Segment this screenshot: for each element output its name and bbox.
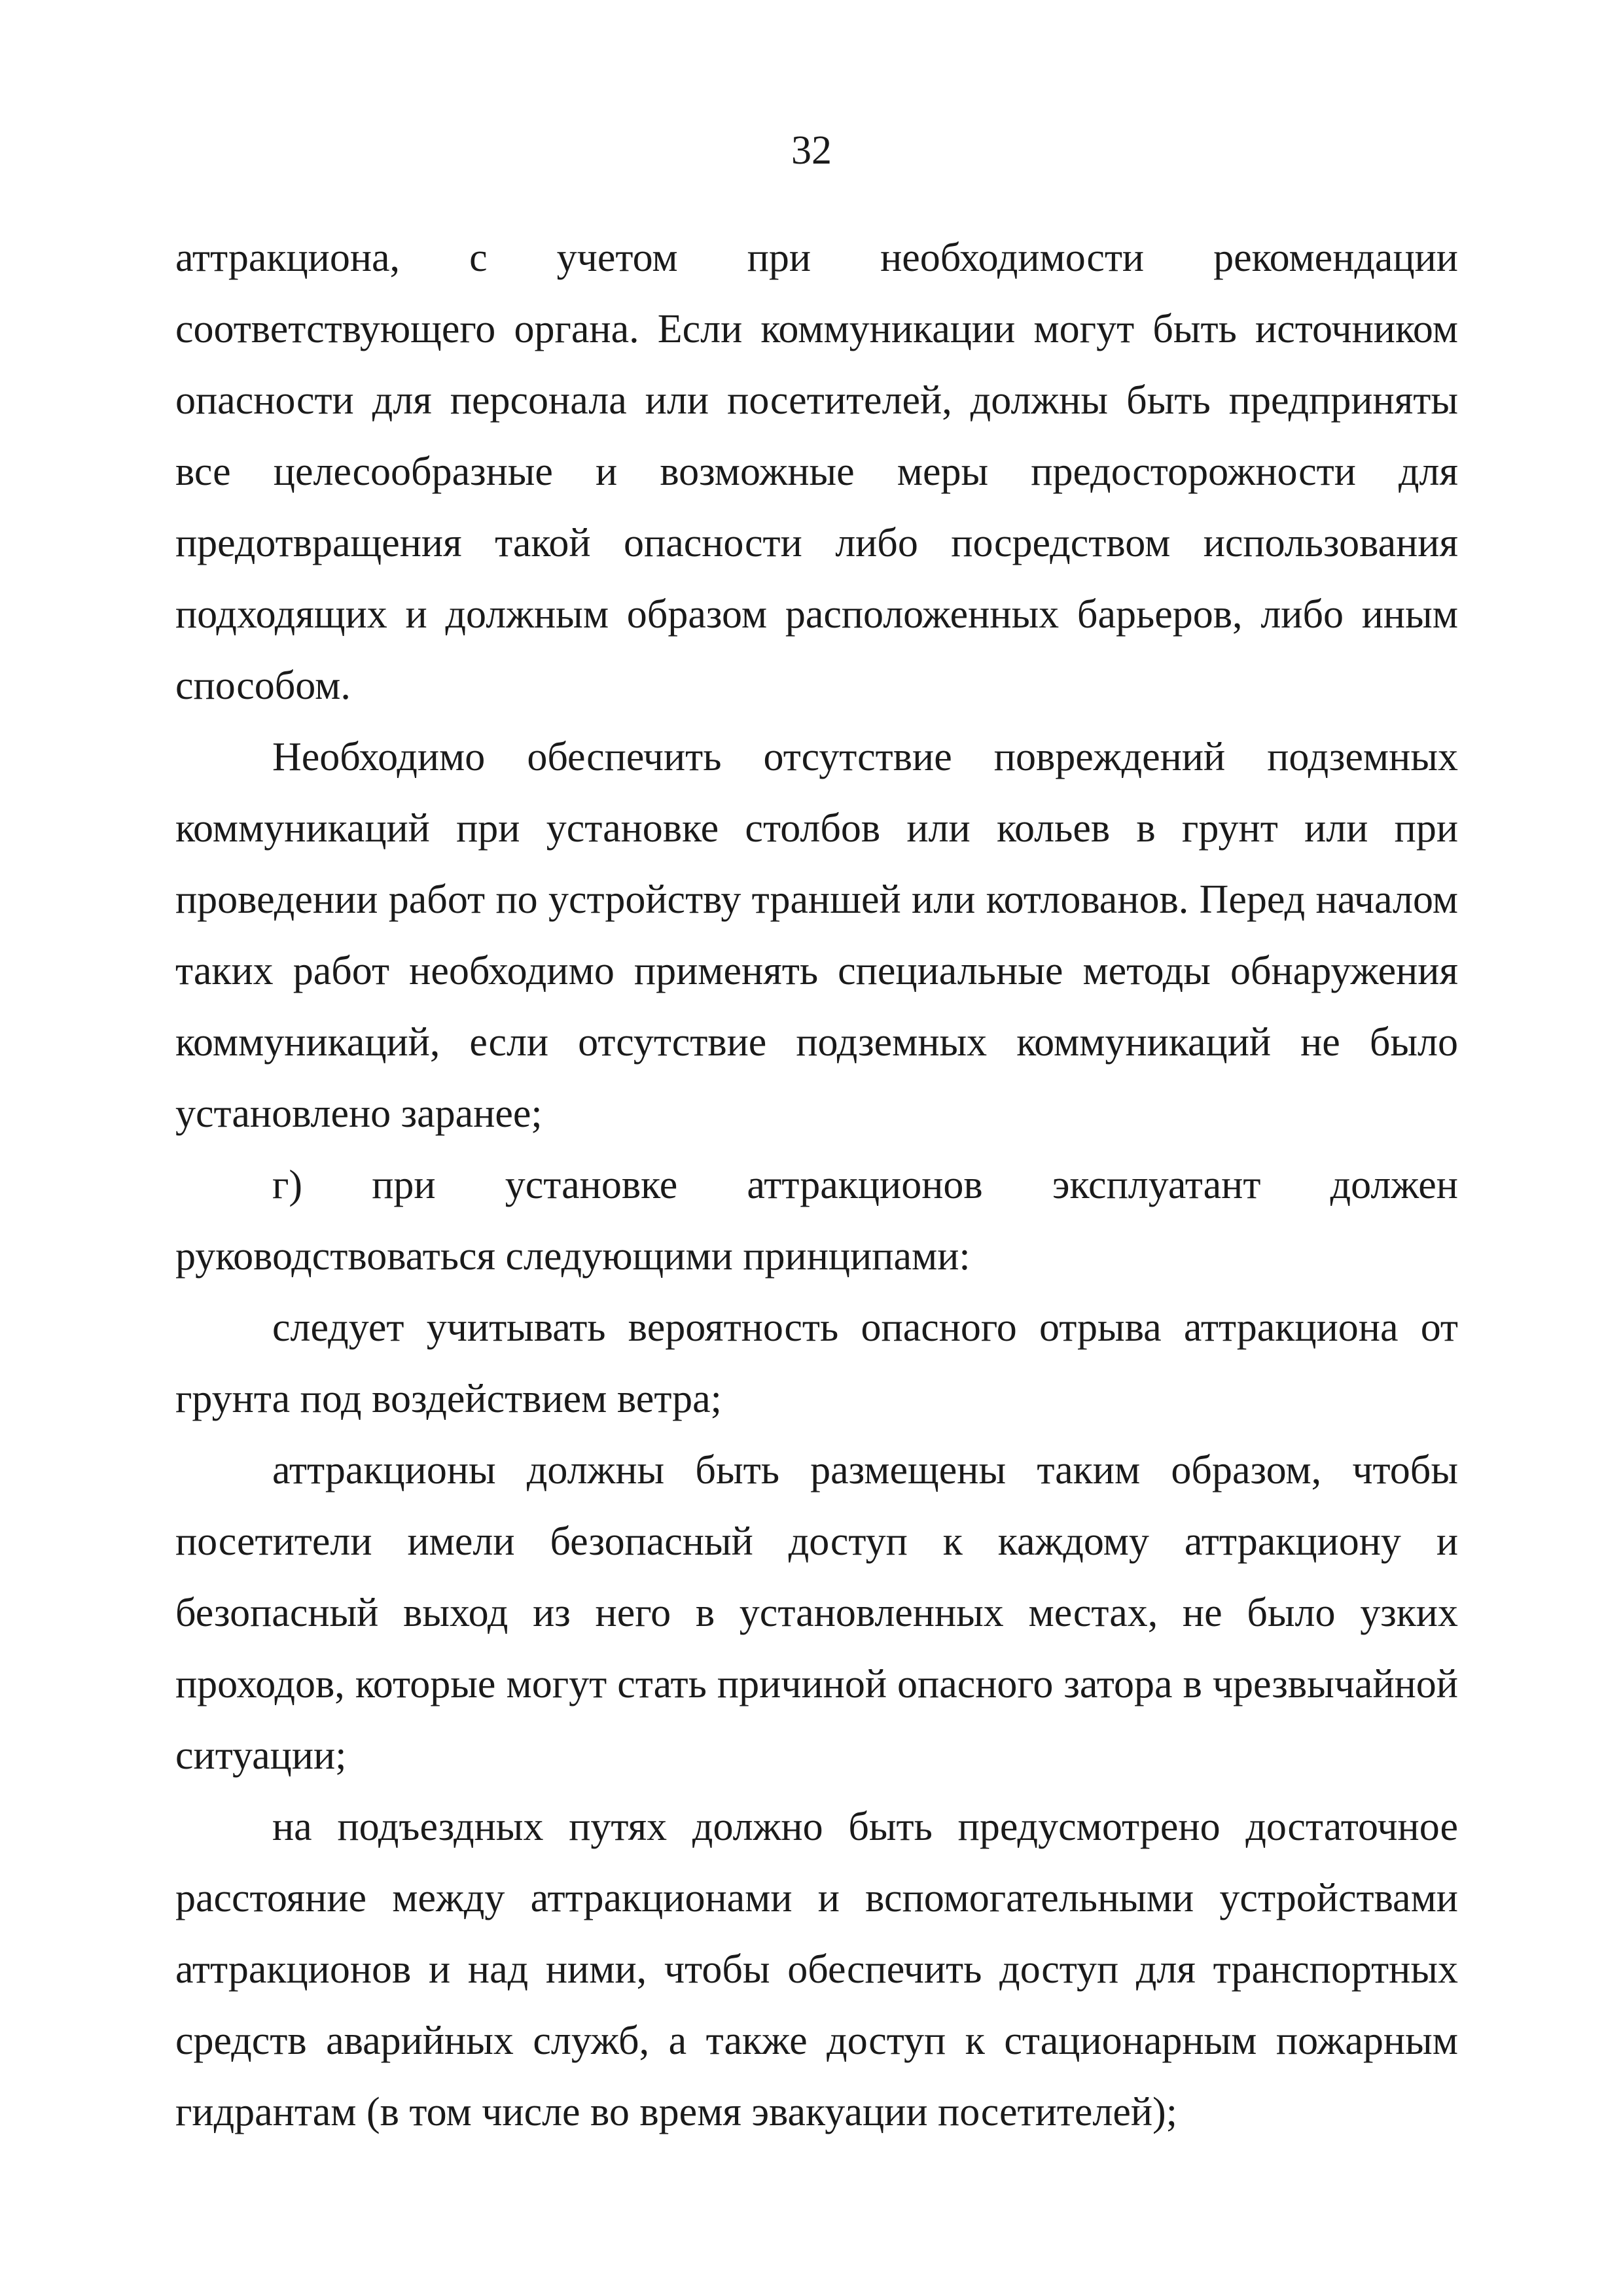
paragraph-visitor-access: аттракционы должны быть размещены таким образом, чтобы посетители имели безопасный доступ к каждому аттракциону и безопасный выход из него в установленных местах, не было узких проходов, которые могут стать причиной опасного затора в чрезвычайной ситуации; <box>175 1448 1458 1778</box>
paragraph-emergency-access: на подъездных путях должно быть предусмотрено достаточное расстояние между аттракционами и вспомогательными устройствами аттракционов и над ними, чтобы обеспечить доступ для транспортных средств аварийных служб, а также доступ к стационарным пожарным гидрантам (в том числе во время эвакуации посетителей); <box>175 1805 1458 2134</box>
paragraph-installation-principles: г) при установке аттракционов эксплуатант должен руководствоваться следующими принципами: <box>175 1163 1458 1279</box>
paragraph-wind-risk: следует учитывать вероятность опасного отрыва аттракциона от грунта под воздействием ветра; <box>175 1305 1458 1421</box>
paragraph-underground-utilities: Необходимо обеспечить отсутствие повреждений подземных коммуникаций при установке столбов или кольев в грунт или при проведении работ по устройству траншей или котлованов. Перед началом таких работ необходимо применять специальные методы обнаружения коммуникаций, если отсутствие подземных коммуникаций не было установлено заранее; <box>175 735 1458 1136</box>
document-body <box>175 222 1458 2148</box>
page-number: 32 <box>791 128 832 173</box>
paragraph-continuation: аттракциона, с учетом при необходимости рекомендации соответствующего органа. Если коммуникации могут быть источником опасности для персонала или посетителей, должны быть предприняты все целесообразные и возможные меры предосторожности для предотвращения такой опасности либо посредством использования подходящих и должным образом расположенных барьеров, либо иным способом. <box>175 236 1458 708</box>
